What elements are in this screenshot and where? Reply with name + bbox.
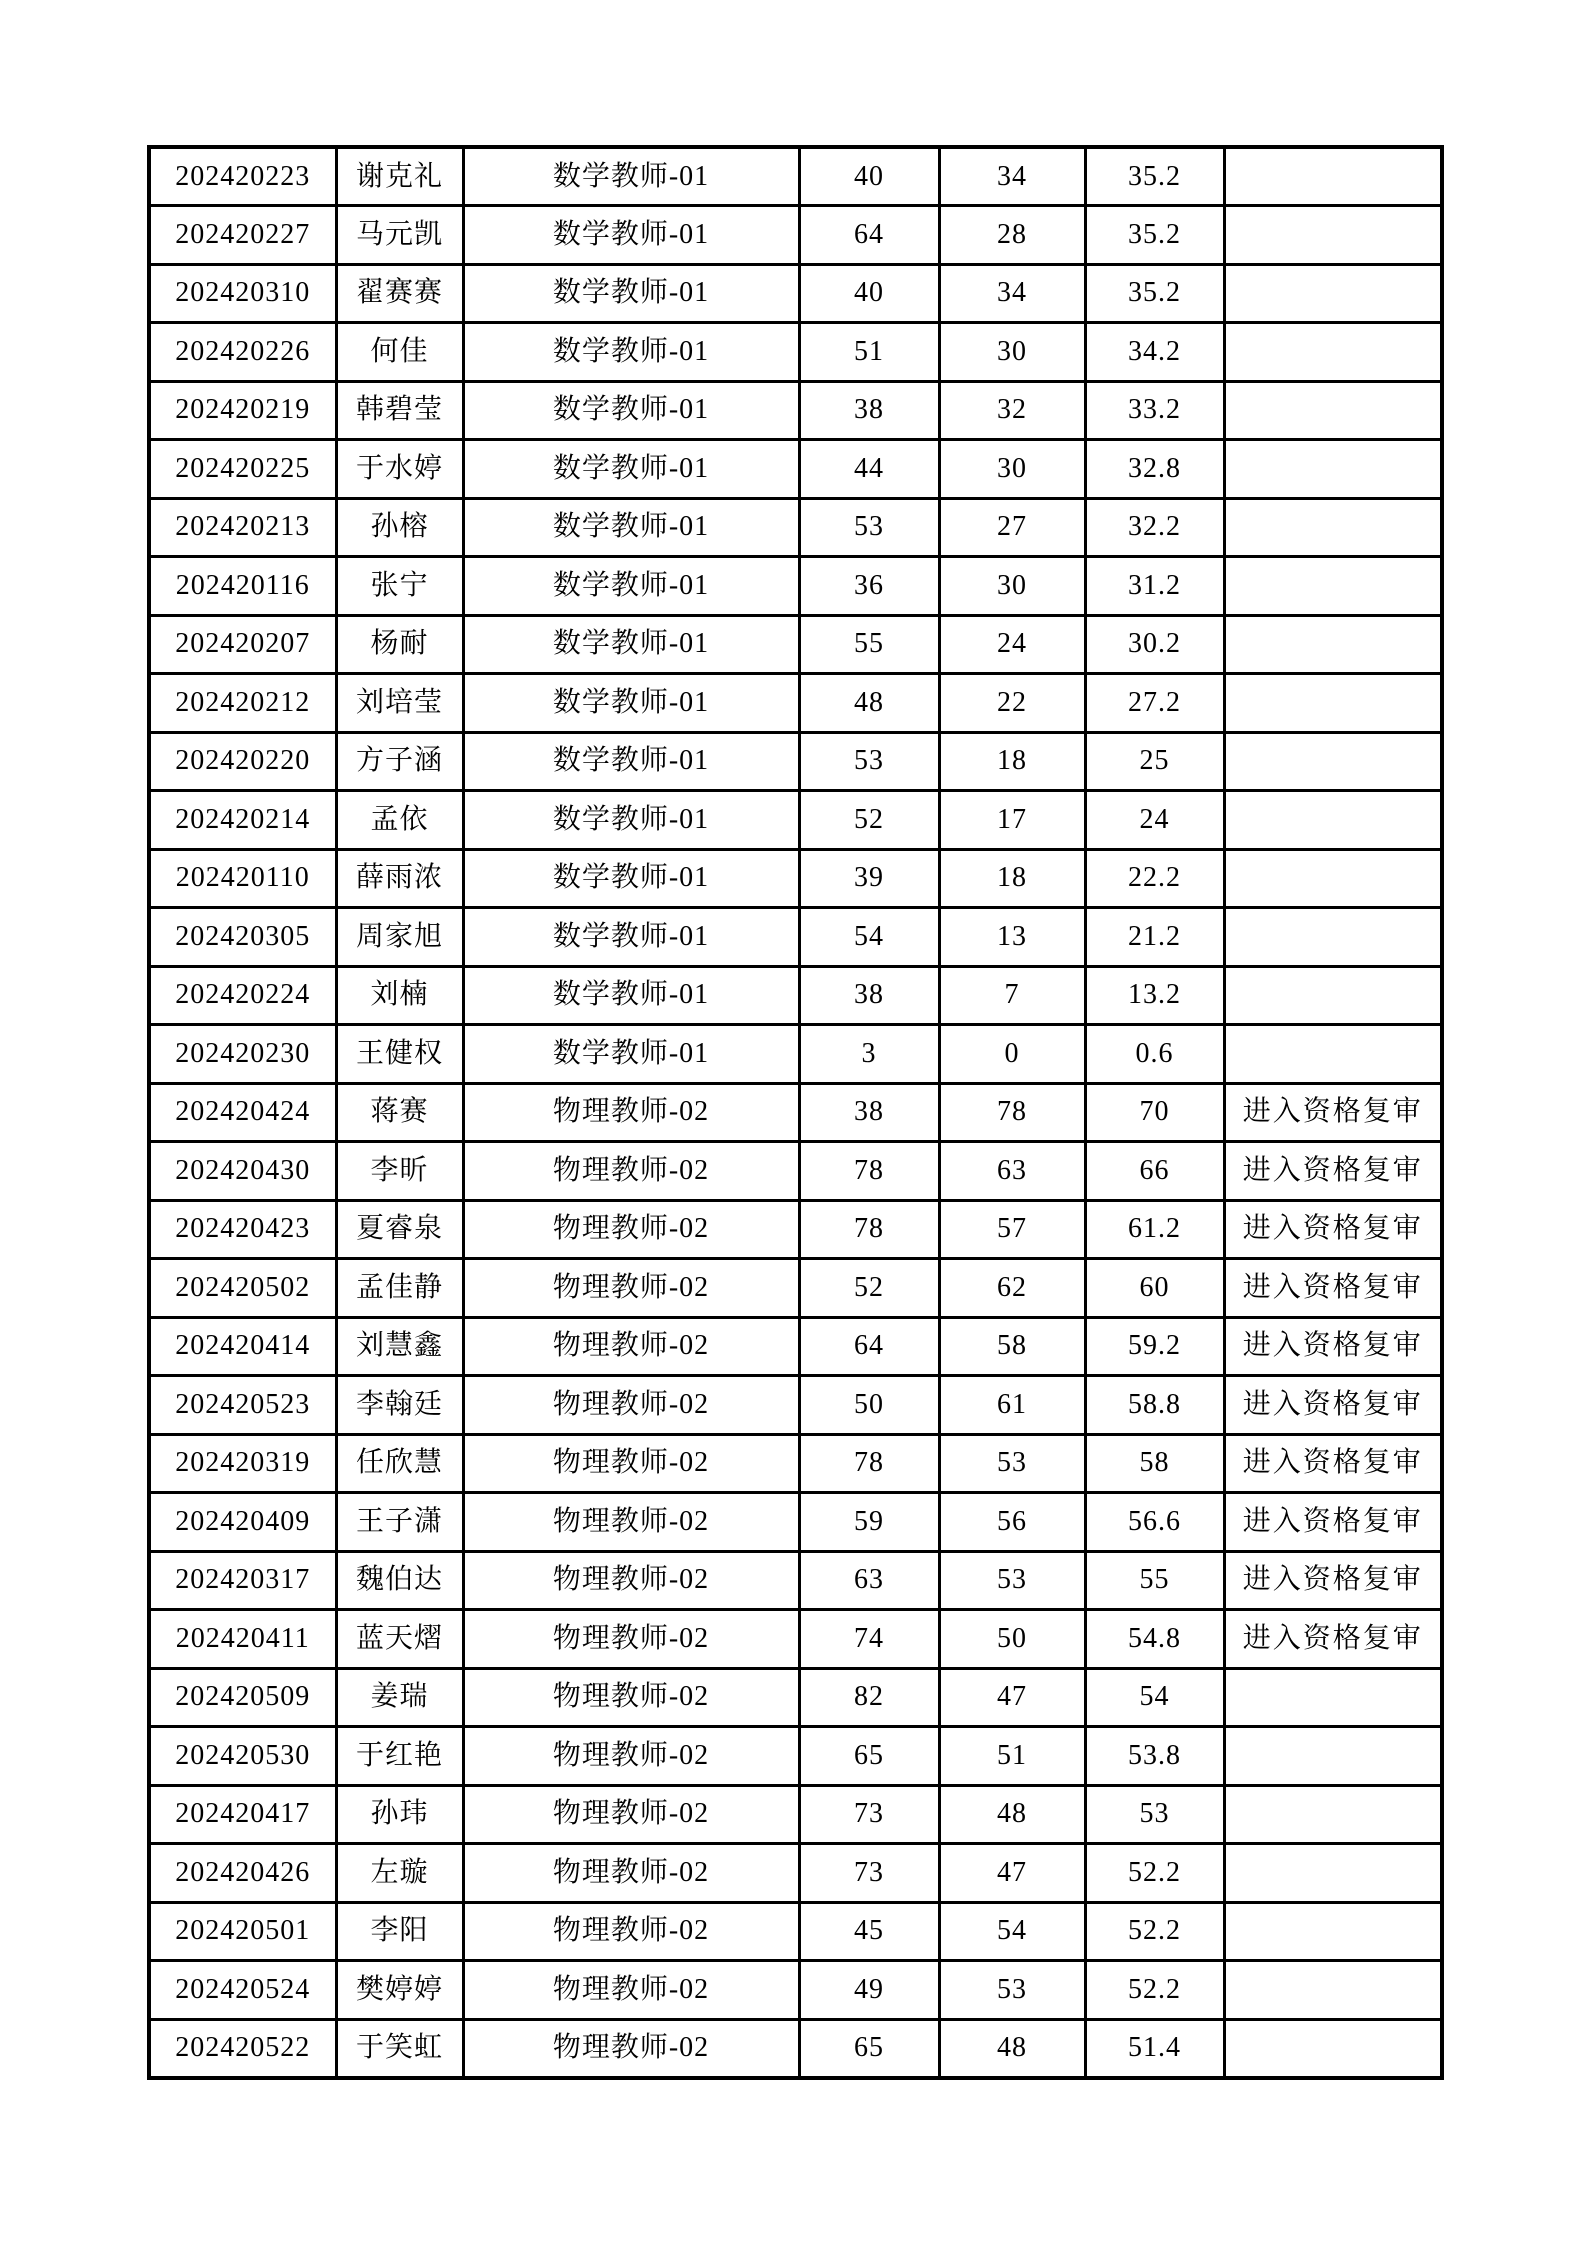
table-row xyxy=(149,1434,1442,1493)
interview-score-cell: 22 xyxy=(939,674,1085,733)
written-score-cell: 52 xyxy=(799,791,939,850)
candidate-id-cell: 202420212 xyxy=(149,674,336,733)
position-cell: 物理教师-02 xyxy=(463,1610,799,1669)
table-row xyxy=(149,440,1442,499)
remark-cell: 进入资格复审 xyxy=(1224,1610,1442,1669)
table-row xyxy=(149,1142,1442,1201)
candidate-id-cell: 202420319 xyxy=(149,1434,336,1493)
interview-score-cell: 0 xyxy=(939,1025,1085,1084)
written-score-cell: 39 xyxy=(799,849,939,908)
table-row xyxy=(149,381,1442,440)
written-score-cell: 74 xyxy=(799,1610,939,1669)
candidate-id-cell: 202420414 xyxy=(149,1317,336,1376)
position-cell: 数学教师-01 xyxy=(463,323,799,382)
total-score-cell: 31.2 xyxy=(1085,557,1224,616)
interview-score-cell: 18 xyxy=(939,732,1085,791)
candidate-id-cell: 202420317 xyxy=(149,1551,336,1610)
name-cell: 刘楠 xyxy=(336,966,463,1025)
candidate-id-cell: 202420220 xyxy=(149,732,336,791)
position-cell: 物理教师-02 xyxy=(463,1785,799,1844)
written-score-cell: 48 xyxy=(799,674,939,733)
interview-score-cell: 18 xyxy=(939,849,1085,908)
name-cell: 左璇 xyxy=(336,1844,463,1903)
name-cell: 李昕 xyxy=(336,1142,463,1201)
interview-score-cell: 50 xyxy=(939,1610,1085,1669)
written-score-cell: 52 xyxy=(799,1259,939,1318)
interview-score-cell: 30 xyxy=(939,557,1085,616)
written-score-cell: 50 xyxy=(799,1376,939,1435)
candidate-id-cell: 202420305 xyxy=(149,908,336,967)
total-score-cell: 35.2 xyxy=(1085,264,1224,323)
name-cell: 谢克礼 xyxy=(336,147,463,206)
interview-score-cell: 53 xyxy=(939,1551,1085,1610)
total-score-cell: 34.2 xyxy=(1085,323,1224,382)
written-score-cell: 73 xyxy=(799,1785,939,1844)
remark-cell xyxy=(1224,732,1442,791)
interview-score-cell: 51 xyxy=(939,1727,1085,1786)
interview-score-cell: 32 xyxy=(939,381,1085,440)
name-cell: 方子涵 xyxy=(336,732,463,791)
candidate-id-cell: 202420116 xyxy=(149,557,336,616)
written-score-cell: 49 xyxy=(799,1961,939,2020)
interview-score-cell: 62 xyxy=(939,1259,1085,1318)
table-row xyxy=(149,1317,1442,1376)
position-cell: 物理教师-02 xyxy=(463,1961,799,2020)
remark-cell xyxy=(1224,498,1442,557)
position-cell: 物理教师-02 xyxy=(463,1142,799,1201)
position-cell: 数学教师-01 xyxy=(463,440,799,499)
table-row xyxy=(149,1668,1442,1727)
written-score-cell: 38 xyxy=(799,966,939,1025)
name-cell: 周家旭 xyxy=(336,908,463,967)
table-row xyxy=(149,1200,1442,1259)
position-cell: 数学教师-01 xyxy=(463,966,799,1025)
total-score-cell: 59.2 xyxy=(1085,1317,1224,1376)
remark-cell: 进入资格复审 xyxy=(1224,1317,1442,1376)
candidate-id-cell: 202420409 xyxy=(149,1493,336,1552)
remark-cell: 进入资格复审 xyxy=(1224,1434,1442,1493)
remark-cell: 进入资格复审 xyxy=(1224,1493,1442,1552)
candidate-id-cell: 202420501 xyxy=(149,1902,336,1961)
candidate-id-cell: 202420214 xyxy=(149,791,336,850)
total-score-cell: 33.2 xyxy=(1085,381,1224,440)
written-score-cell: 63 xyxy=(799,1551,939,1610)
remark-cell xyxy=(1224,1025,1442,1084)
position-cell: 数学教师-01 xyxy=(463,264,799,323)
written-score-cell: 65 xyxy=(799,1727,939,1786)
table-row xyxy=(149,1376,1442,1435)
remark-cell xyxy=(1224,674,1442,733)
total-score-cell: 24 xyxy=(1085,791,1224,850)
written-score-cell: 38 xyxy=(799,381,939,440)
candidate-id-cell: 202420423 xyxy=(149,1200,336,1259)
table-row xyxy=(149,1025,1442,1084)
total-score-cell: 13.2 xyxy=(1085,966,1224,1025)
total-score-cell: 35.2 xyxy=(1085,206,1224,265)
interview-score-cell: 63 xyxy=(939,1142,1085,1201)
interview-score-cell: 24 xyxy=(939,615,1085,674)
remark-cell xyxy=(1224,908,1442,967)
written-score-cell: 78 xyxy=(799,1142,939,1201)
candidate-id-cell: 202420424 xyxy=(149,1083,336,1142)
table-row xyxy=(149,206,1442,265)
interview-score-cell: 27 xyxy=(939,498,1085,557)
name-cell: 任欣慧 xyxy=(336,1434,463,1493)
remark-cell xyxy=(1224,1844,1442,1903)
total-score-cell: 52.2 xyxy=(1085,1844,1224,1903)
written-score-cell: 3 xyxy=(799,1025,939,1084)
name-cell: 王健权 xyxy=(336,1025,463,1084)
remark-cell xyxy=(1224,2019,1442,2078)
total-score-cell: 58.8 xyxy=(1085,1376,1224,1435)
name-cell: 姜瑞 xyxy=(336,1668,463,1727)
candidate-id-cell: 202420524 xyxy=(149,1961,336,2020)
position-cell: 物理教师-02 xyxy=(463,1493,799,1552)
total-score-cell: 56.6 xyxy=(1085,1493,1224,1552)
name-cell: 刘慧鑫 xyxy=(336,1317,463,1376)
written-score-cell: 55 xyxy=(799,615,939,674)
table-row xyxy=(149,966,1442,1025)
position-cell: 物理教师-02 xyxy=(463,2019,799,2078)
table-row xyxy=(149,615,1442,674)
candidate-id-cell: 202420224 xyxy=(149,966,336,1025)
interview-score-cell: 54 xyxy=(939,1902,1085,1961)
candidate-id-cell: 202420310 xyxy=(149,264,336,323)
position-cell: 数学教师-01 xyxy=(463,732,799,791)
position-cell: 物理教师-02 xyxy=(463,1259,799,1318)
table-row xyxy=(149,908,1442,967)
written-score-cell: 40 xyxy=(799,147,939,206)
interview-score-cell: 13 xyxy=(939,908,1085,967)
total-score-cell: 53 xyxy=(1085,1785,1224,1844)
interview-score-cell: 47 xyxy=(939,1668,1085,1727)
candidate-id-cell: 202420230 xyxy=(149,1025,336,1084)
total-score-cell: 58 xyxy=(1085,1434,1224,1493)
written-score-cell: 51 xyxy=(799,323,939,382)
interview-score-cell: 48 xyxy=(939,1785,1085,1844)
table-row xyxy=(149,674,1442,733)
name-cell: 李阳 xyxy=(336,1902,463,1961)
written-score-cell: 78 xyxy=(799,1200,939,1259)
position-cell: 物理教师-02 xyxy=(463,1551,799,1610)
remark-cell xyxy=(1224,440,1442,499)
remark-cell xyxy=(1224,849,1442,908)
position-cell: 物理教师-02 xyxy=(463,1844,799,1903)
remark-cell: 进入资格复审 xyxy=(1224,1259,1442,1318)
total-score-cell: 32.2 xyxy=(1085,498,1224,557)
position-cell: 物理教师-02 xyxy=(463,1200,799,1259)
table-row xyxy=(149,732,1442,791)
interview-score-cell: 17 xyxy=(939,791,1085,850)
total-score-cell: 52.2 xyxy=(1085,1961,1224,2020)
remark-cell xyxy=(1224,381,1442,440)
position-cell: 物理教师-02 xyxy=(463,1902,799,1961)
name-cell: 于笑虹 xyxy=(336,2019,463,2078)
total-score-cell: 25 xyxy=(1085,732,1224,791)
table-row xyxy=(149,1493,1442,1552)
interview-score-cell: 56 xyxy=(939,1493,1085,1552)
remark-cell xyxy=(1224,615,1442,674)
written-score-cell: 59 xyxy=(799,1493,939,1552)
name-cell: 韩碧莹 xyxy=(336,381,463,440)
written-score-cell: 54 xyxy=(799,908,939,967)
position-cell: 数学教师-01 xyxy=(463,1025,799,1084)
interview-score-cell: 30 xyxy=(939,440,1085,499)
interview-score-cell: 28 xyxy=(939,206,1085,265)
name-cell: 于水婷 xyxy=(336,440,463,499)
table-row xyxy=(149,1083,1442,1142)
table-row xyxy=(149,1961,1442,2020)
position-cell: 数学教师-01 xyxy=(463,557,799,616)
table-row xyxy=(149,849,1442,908)
total-score-cell: 32.8 xyxy=(1085,440,1224,499)
name-cell: 杨耐 xyxy=(336,615,463,674)
remark-cell xyxy=(1224,1785,1442,1844)
remark-cell xyxy=(1224,1668,1442,1727)
position-cell: 物理教师-02 xyxy=(463,1317,799,1376)
candidate-id-cell: 202420213 xyxy=(149,498,336,557)
written-score-cell: 45 xyxy=(799,1902,939,1961)
table-row xyxy=(149,323,1442,382)
total-score-cell: 30.2 xyxy=(1085,615,1224,674)
position-cell: 数学教师-01 xyxy=(463,791,799,850)
candidate-id-cell: 202420411 xyxy=(149,1610,336,1669)
position-cell: 数学教师-01 xyxy=(463,147,799,206)
total-score-cell: 70 xyxy=(1085,1083,1224,1142)
interview-score-cell: 78 xyxy=(939,1083,1085,1142)
written-score-cell: 44 xyxy=(799,440,939,499)
remark-cell: 进入资格复审 xyxy=(1224,1551,1442,1610)
candidate-id-cell: 202420219 xyxy=(149,381,336,440)
name-cell: 张宁 xyxy=(336,557,463,616)
remark-cell xyxy=(1224,264,1442,323)
name-cell: 何佳 xyxy=(336,323,463,382)
written-score-cell: 53 xyxy=(799,498,939,557)
table-row xyxy=(149,498,1442,557)
total-score-cell: 66 xyxy=(1085,1142,1224,1201)
position-cell: 物理教师-02 xyxy=(463,1376,799,1435)
written-score-cell: 38 xyxy=(799,1083,939,1142)
name-cell: 魏伯达 xyxy=(336,1551,463,1610)
total-score-cell: 54 xyxy=(1085,1668,1224,1727)
table-row xyxy=(149,1259,1442,1318)
interview-score-cell: 30 xyxy=(939,323,1085,382)
total-score-cell: 52.2 xyxy=(1085,1902,1224,1961)
candidate-id-cell: 202420110 xyxy=(149,849,336,908)
remark-cell xyxy=(1224,557,1442,616)
position-cell: 物理教师-02 xyxy=(463,1434,799,1493)
written-score-cell: 40 xyxy=(799,264,939,323)
remark-cell: 进入资格复审 xyxy=(1224,1200,1442,1259)
remark-cell xyxy=(1224,206,1442,265)
remark-cell xyxy=(1224,147,1442,206)
position-cell: 数学教师-01 xyxy=(463,615,799,674)
name-cell: 孙榕 xyxy=(336,498,463,557)
written-score-cell: 73 xyxy=(799,1844,939,1903)
name-cell: 翟赛赛 xyxy=(336,264,463,323)
interview-score-cell: 53 xyxy=(939,1434,1085,1493)
candidate-id-cell: 202420522 xyxy=(149,2019,336,2078)
position-cell: 数学教师-01 xyxy=(463,674,799,733)
remark-cell xyxy=(1224,791,1442,850)
remark-cell xyxy=(1224,1727,1442,1786)
total-score-cell: 55 xyxy=(1085,1551,1224,1610)
name-cell: 王子潇 xyxy=(336,1493,463,1552)
candidate-id-cell: 202420227 xyxy=(149,206,336,265)
interview-score-cell: 48 xyxy=(939,2019,1085,2078)
written-score-cell: 82 xyxy=(799,1668,939,1727)
candidate-id-cell: 202420502 xyxy=(149,1259,336,1318)
remark-cell xyxy=(1224,1961,1442,2020)
position-cell: 物理教师-02 xyxy=(463,1083,799,1142)
interview-score-cell: 61 xyxy=(939,1376,1085,1435)
table-row xyxy=(149,1610,1442,1669)
candidate-id-cell: 202420426 xyxy=(149,1844,336,1903)
position-cell: 数学教师-01 xyxy=(463,498,799,557)
name-cell: 孟佳静 xyxy=(336,1259,463,1318)
written-score-cell: 64 xyxy=(799,1317,939,1376)
interview-score-cell: 34 xyxy=(939,264,1085,323)
table-row xyxy=(149,1551,1442,1610)
name-cell: 蒋赛 xyxy=(336,1083,463,1142)
name-cell: 于红艳 xyxy=(336,1727,463,1786)
total-score-cell: 35.2 xyxy=(1085,147,1224,206)
total-score-cell: 27.2 xyxy=(1085,674,1224,733)
interview-score-cell: 47 xyxy=(939,1844,1085,1903)
total-score-cell: 53.8 xyxy=(1085,1727,1224,1786)
table-row xyxy=(149,2019,1442,2078)
table-row xyxy=(149,1902,1442,1961)
written-score-cell: 64 xyxy=(799,206,939,265)
total-score-cell: 0.6 xyxy=(1085,1025,1224,1084)
interview-score-cell: 57 xyxy=(939,1200,1085,1259)
candidate-id-cell: 202420225 xyxy=(149,440,336,499)
total-score-cell: 51.4 xyxy=(1085,2019,1224,2078)
name-cell: 孙玮 xyxy=(336,1785,463,1844)
table-row xyxy=(149,1844,1442,1903)
table-row xyxy=(149,264,1442,323)
interview-score-cell: 34 xyxy=(939,147,1085,206)
name-cell: 樊婷婷 xyxy=(336,1961,463,2020)
candidate-id-cell: 202420530 xyxy=(149,1727,336,1786)
candidate-id-cell: 202420223 xyxy=(149,147,336,206)
name-cell: 蓝天熠 xyxy=(336,1610,463,1669)
remark-cell xyxy=(1224,966,1442,1025)
remark-cell: 进入资格复审 xyxy=(1224,1376,1442,1435)
written-score-cell: 65 xyxy=(799,2019,939,2078)
candidate-id-cell: 202420509 xyxy=(149,1668,336,1727)
results-table xyxy=(147,145,1444,2080)
position-cell: 数学教师-01 xyxy=(463,381,799,440)
total-score-cell: 22.2 xyxy=(1085,849,1224,908)
name-cell: 孟依 xyxy=(336,791,463,850)
remark-cell: 进入资格复审 xyxy=(1224,1142,1442,1201)
remark-cell: 进入资格复审 xyxy=(1224,1083,1442,1142)
candidate-id-cell: 202420417 xyxy=(149,1785,336,1844)
interview-score-cell: 7 xyxy=(939,966,1085,1025)
remark-cell xyxy=(1224,323,1442,382)
table-row xyxy=(149,1727,1442,1786)
interview-score-cell: 53 xyxy=(939,1961,1085,2020)
name-cell: 夏睿泉 xyxy=(336,1200,463,1259)
interview-score-cell: 58 xyxy=(939,1317,1085,1376)
table-row xyxy=(149,147,1442,206)
position-cell: 物理教师-02 xyxy=(463,1668,799,1727)
position-cell: 物理教师-02 xyxy=(463,1727,799,1786)
name-cell: 刘培莹 xyxy=(336,674,463,733)
remark-cell xyxy=(1224,1902,1442,1961)
candidate-id-cell: 202420207 xyxy=(149,615,336,674)
total-score-cell: 21.2 xyxy=(1085,908,1224,967)
candidate-id-cell: 202420523 xyxy=(149,1376,336,1435)
table-row xyxy=(149,1785,1442,1844)
written-score-cell: 78 xyxy=(799,1434,939,1493)
total-score-cell: 60 xyxy=(1085,1259,1224,1318)
total-score-cell: 54.8 xyxy=(1085,1610,1224,1669)
name-cell: 李翰廷 xyxy=(336,1376,463,1435)
candidate-id-cell: 202420430 xyxy=(149,1142,336,1201)
position-cell: 数学教师-01 xyxy=(463,849,799,908)
name-cell: 薛雨浓 xyxy=(336,849,463,908)
position-cell: 数学教师-01 xyxy=(463,206,799,265)
total-score-cell: 61.2 xyxy=(1085,1200,1224,1259)
name-cell: 马元凯 xyxy=(336,206,463,265)
results-table-body xyxy=(149,147,1442,2078)
table-row xyxy=(149,791,1442,850)
position-cell: 数学教师-01 xyxy=(463,908,799,967)
candidate-id-cell: 202420226 xyxy=(149,323,336,382)
written-score-cell: 53 xyxy=(799,732,939,791)
table-row xyxy=(149,557,1442,616)
written-score-cell: 36 xyxy=(799,557,939,616)
